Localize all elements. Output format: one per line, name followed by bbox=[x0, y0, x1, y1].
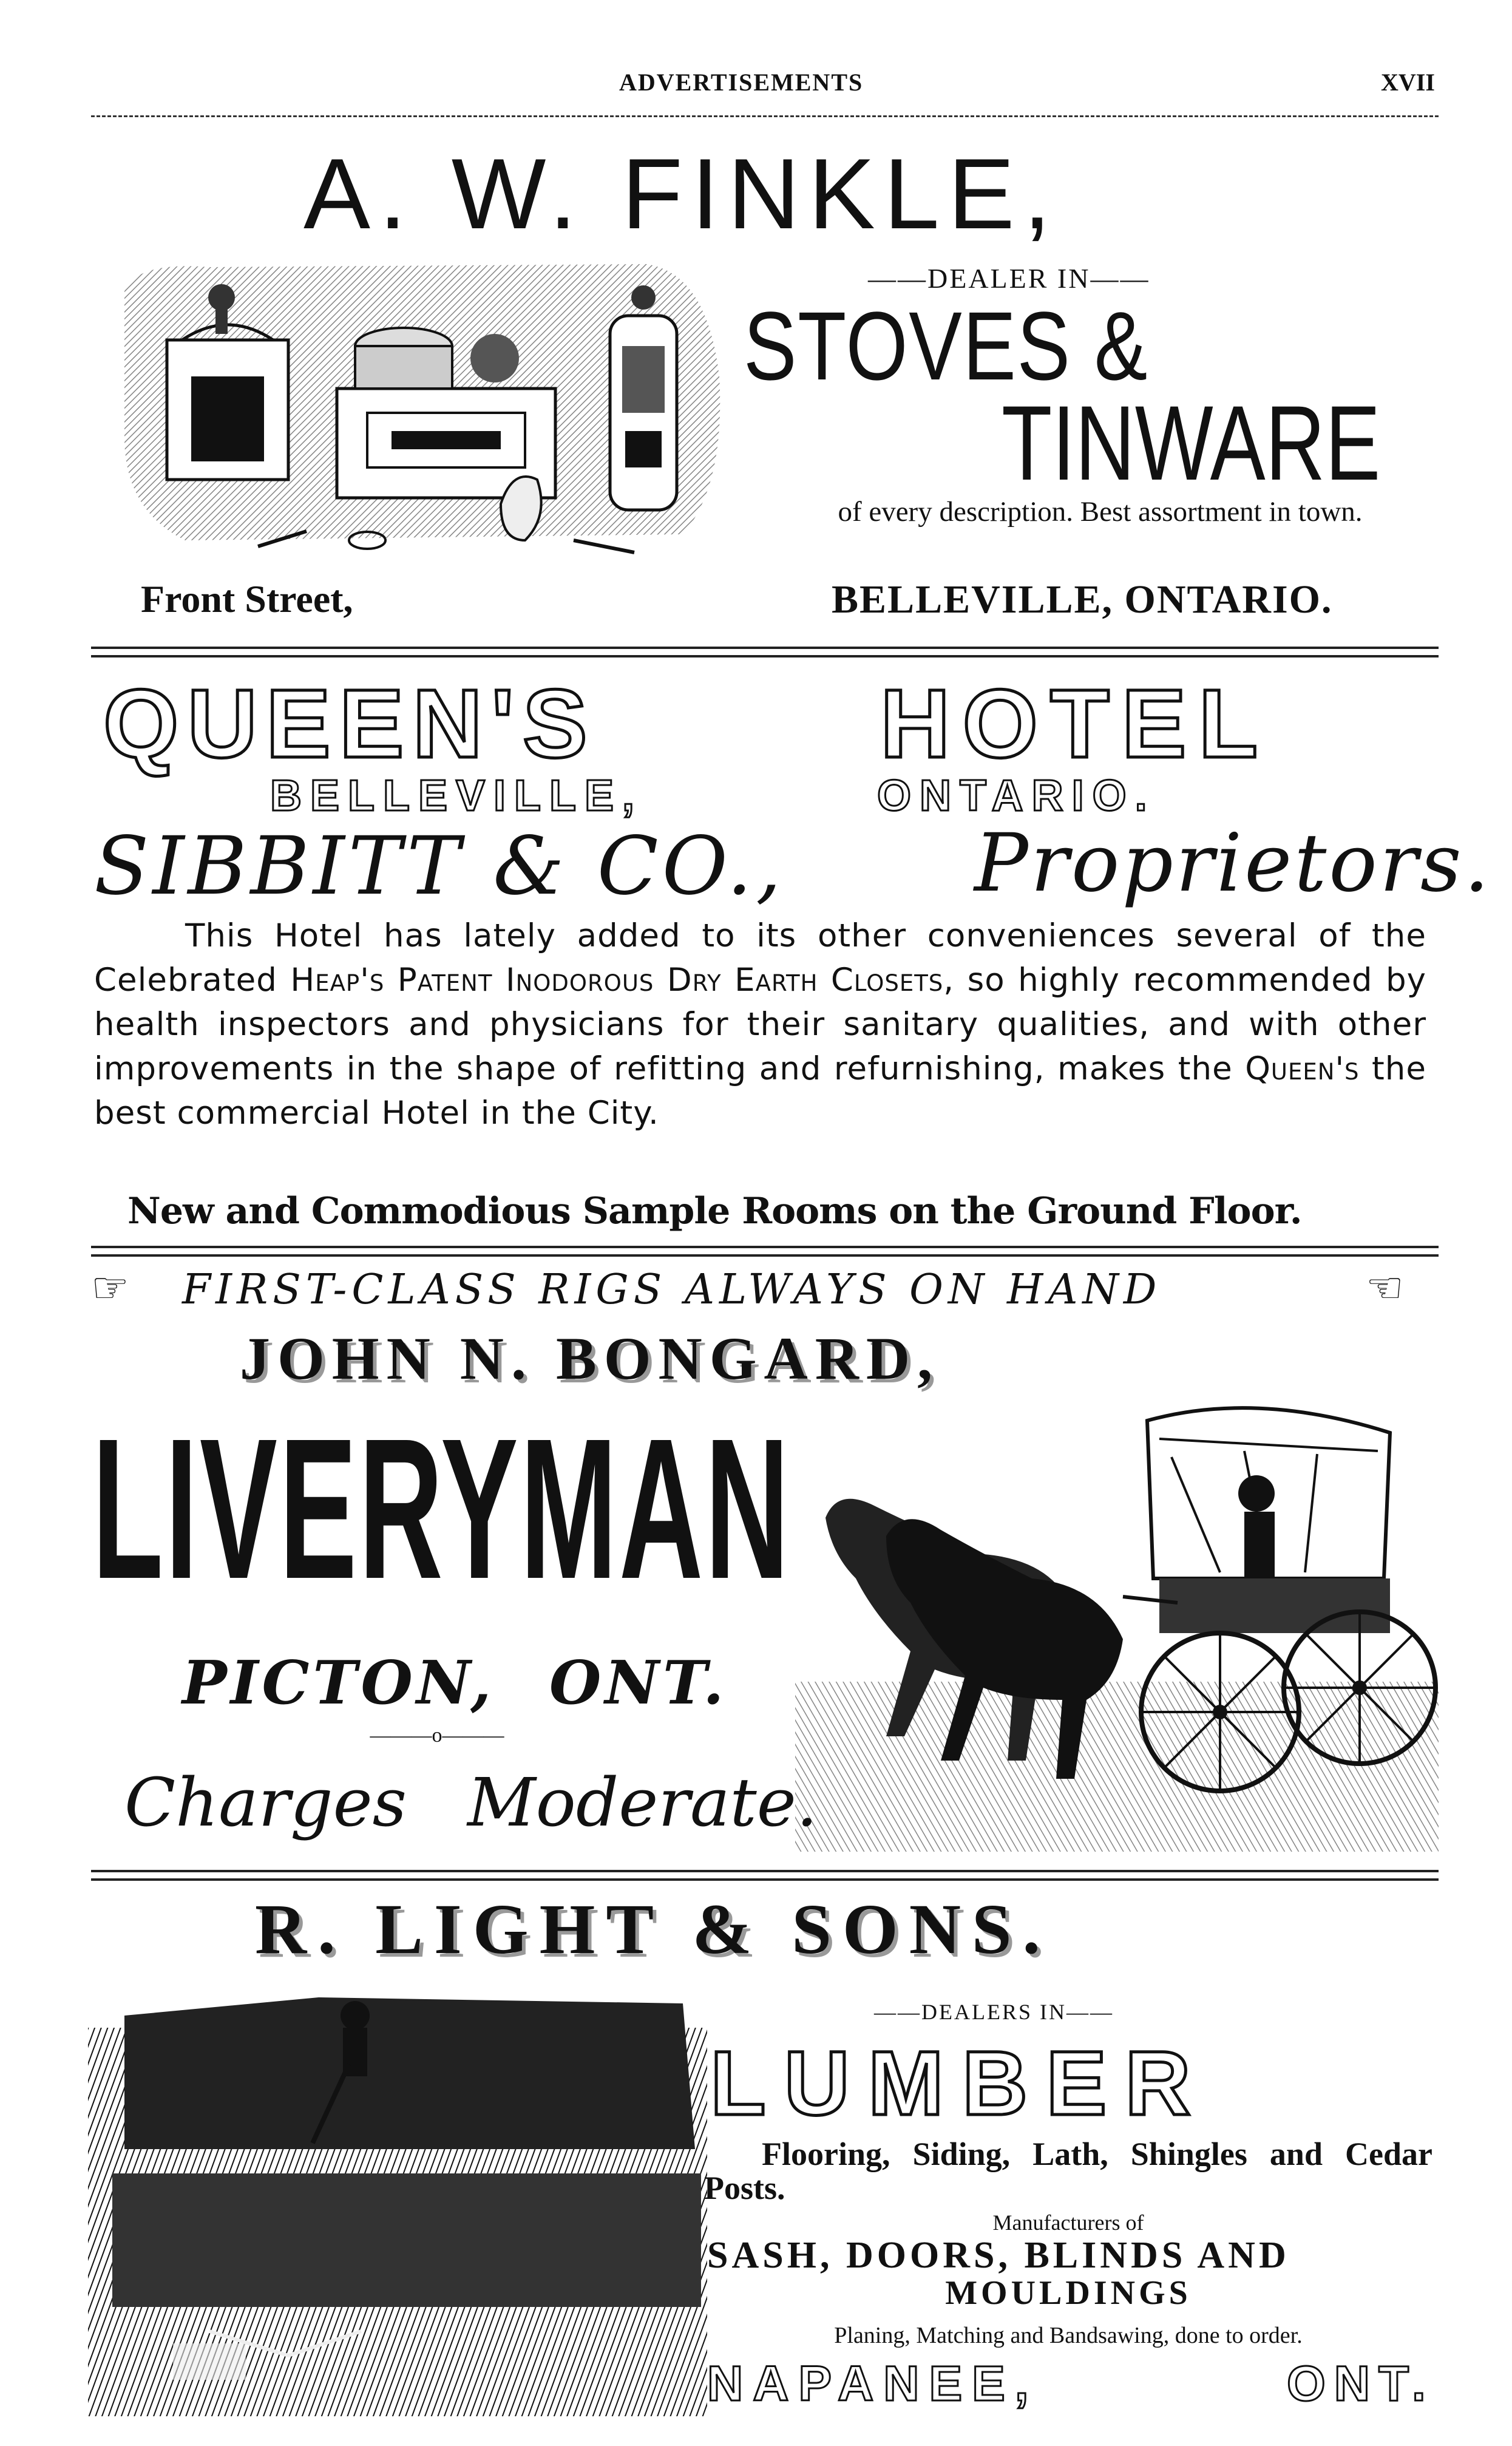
finkle-goods-stoves: STOVES & bbox=[744, 291, 1148, 400]
queens-body-part-2: Heap's Patent Inodorous Dry Earth Closets bbox=[290, 962, 944, 999]
queens-body-part-3: , so highly recommended by health inspectors and physicians for their sanitary qualities, and with other improvements in the shape of refitting and refurnishing, makes the bbox=[94, 962, 1426, 1087]
pointing-hand-left-icon: ☞ bbox=[91, 1263, 129, 1313]
stoves-engraving bbox=[112, 255, 731, 571]
light-manufacturers-of: Manufacturers of bbox=[992, 2210, 1144, 2235]
finkle-goods-tinware: TINWARE bbox=[1002, 384, 1381, 503]
light-dealers-in: ——DEALERS IN—— bbox=[874, 2000, 1114, 2024]
light-name: R. LIGHT & SONS. bbox=[255, 1889, 1052, 1969]
light-products-line2: MOULDINGS bbox=[945, 2274, 1192, 2312]
queens-hotel: HOTEL bbox=[880, 669, 1270, 778]
horse-carriage-engraving bbox=[783, 1396, 1445, 1858]
queens-province: ONTARIO. bbox=[877, 772, 1156, 820]
queens-body-part-5: the best commercial Hotel in the City. bbox=[94, 1050, 1426, 1132]
bongard-rigs-line: FIRST-CLASS RIGS ALWAYS ON HAND bbox=[182, 1266, 1162, 1314]
light-products-line1: SASH, DOORS, BLINDS AND bbox=[707, 2235, 1290, 2276]
divider-1 bbox=[91, 647, 1439, 657]
bongard-moderate: Moderate. bbox=[467, 1764, 818, 1841]
finkle-name: A. W. FINKLE, bbox=[303, 138, 1060, 250]
bongard-charges: Charges bbox=[124, 1764, 407, 1841]
finkle-description: of every description. Best assortment in town. bbox=[838, 496, 1363, 528]
pointing-hand-right-icon: ☜ bbox=[1366, 1263, 1404, 1313]
queens-description bbox=[94, 914, 1426, 1135]
light-town: NAPANEE, bbox=[707, 2356, 1039, 2411]
light-goods: LUMBER bbox=[710, 2032, 1209, 2134]
divider-3 bbox=[91, 1870, 1439, 1881]
queens-name: QUEEN'S bbox=[103, 669, 596, 778]
running-title: ADVERTISEMENTS bbox=[619, 69, 864, 96]
queens-sample-rooms: New and Commodious Sample Rooms on the Ground Floor. bbox=[127, 1190, 1302, 1232]
queens-body-part-1: This Hotel has lately added to its other conveniences several of the Celebrated bbox=[94, 917, 1426, 999]
queens-body-part-4: Queen's bbox=[1245, 1050, 1360, 1087]
finkle-town: BELLEVILLE, ONTARIO. bbox=[832, 577, 1333, 622]
queens-proprietors: Proprietors. bbox=[974, 817, 1492, 910]
lumber-yard-engraving bbox=[88, 1991, 707, 2416]
bongard-province: ONT. bbox=[549, 1648, 728, 1718]
light-services: Planing, Matching and Bandsawing, done to order. bbox=[834, 2323, 1303, 2348]
divider-2 bbox=[91, 1246, 1439, 1257]
light-items: Flooring, Siding, Lath, Shingles and Cedar Posts. bbox=[704, 2136, 1432, 2206]
finkle-dealer-in: ——DEALER IN—— bbox=[868, 263, 1150, 294]
queens-owners: SIBBITT & CO., bbox=[94, 820, 785, 913]
bongard-name: JOHN N. BONGARD, bbox=[240, 1325, 940, 1392]
header-rule bbox=[91, 115, 1439, 117]
finkle-street: Front Street, bbox=[141, 577, 353, 620]
bongard-town: PICTON, bbox=[182, 1648, 495, 1718]
page-number: XVII bbox=[1381, 69, 1435, 96]
queens-town: BELLEVILLE, bbox=[270, 772, 643, 820]
light-province: ONT. bbox=[1287, 2356, 1434, 2411]
bongard-divider: ———o——— bbox=[370, 1724, 504, 1747]
bongard-trade: LIVERYMAN bbox=[92, 1396, 792, 1620]
